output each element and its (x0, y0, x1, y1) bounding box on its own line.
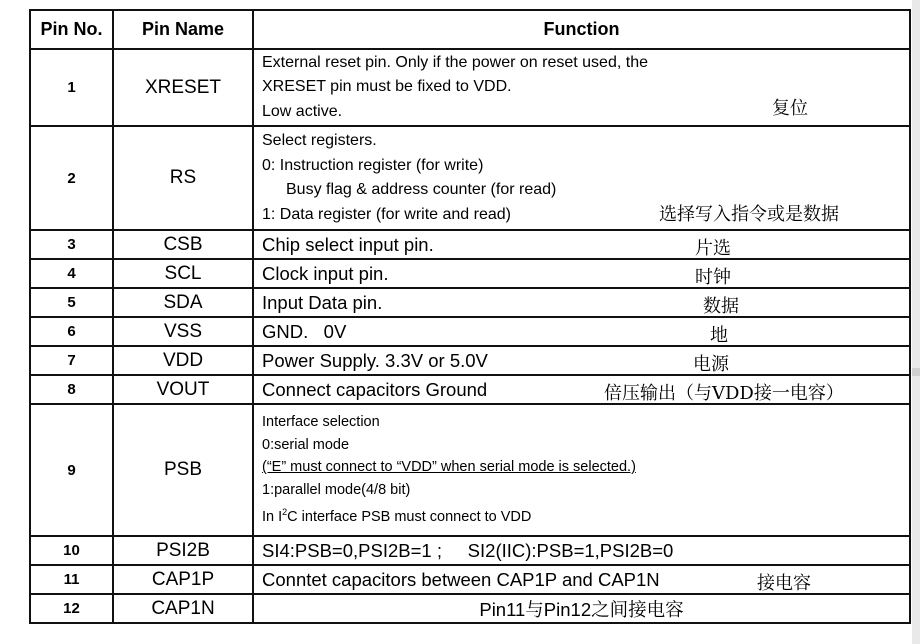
pin-name: PSI2B (113, 536, 253, 565)
pin-function (253, 536, 910, 565)
function-line-i2c (262, 501, 909, 528)
pin-function (253, 288, 910, 317)
function-text: Clock input pin. (262, 262, 389, 284)
pin-number: 1 (30, 49, 113, 126)
function-line: Busy flag & address counter (for read) (286, 181, 557, 198)
chinese-note: 复位 (772, 98, 808, 119)
function-text: Connect capacitors Ground (262, 378, 488, 400)
function-line: (“E” must connect to “VDD” when serial mode is selected.) (262, 459, 636, 476)
i2c-text-pre: In I (262, 509, 283, 526)
header-pin-name: Pin Name (113, 10, 253, 49)
pin-number: 4 (30, 259, 113, 288)
chinese-note: 片选 (695, 238, 731, 259)
pin-number: 2 (30, 126, 113, 230)
table-row (30, 404, 910, 536)
function-line: Interface selection (262, 414, 380, 431)
pin-name: SCL (113, 259, 253, 288)
table-header-row (30, 10, 910, 49)
table-row (30, 288, 910, 317)
chinese-note: 地 (710, 325, 728, 346)
function-text: Input Data pin. (262, 291, 383, 313)
pin-function (253, 259, 910, 288)
pin-number: 8 (30, 375, 113, 404)
function-text: Chip select input pin. (262, 233, 434, 255)
table-row (30, 565, 910, 594)
pin-name: VOUT (113, 375, 253, 404)
pin-name: VDD (113, 346, 253, 375)
pin-name: RS (113, 126, 253, 230)
pin-name: VSS (113, 317, 253, 346)
header-function: Function (253, 10, 910, 49)
table-row (30, 536, 910, 565)
pin-number: 12 (30, 594, 113, 623)
pin-name: PSB (113, 404, 253, 536)
pin-name: CSB (113, 230, 253, 259)
function-text: Conntet capacitors between CAP1P and CAP1N (262, 568, 660, 590)
i2c-text-post: C interface PSB must connect to VDD (287, 509, 532, 526)
chinese-note: 接电容 (757, 573, 811, 594)
chinese-note: 数据 (703, 296, 739, 317)
chinese-note: 时钟 (695, 267, 731, 288)
function-line: XRESET pin must be fixed to VDD. (262, 78, 512, 96)
i2c-superscript: 2 (282, 507, 288, 518)
pin-number: 9 (30, 404, 113, 536)
pin-number: 6 (30, 317, 113, 346)
pin-number: 5 (30, 288, 113, 317)
function-line: 1:parallel mode(4/8 bit) (262, 481, 411, 498)
table-row (30, 346, 910, 375)
chinese-note: 选择写入指令或是数据 (659, 204, 839, 225)
pin-number: 7 (30, 346, 113, 375)
function-line: 1: Data register (for write and read) (262, 205, 511, 223)
function-line: 0:serial mode (262, 436, 350, 453)
table-row (30, 317, 910, 346)
function-text: GND. 0V (262, 320, 347, 342)
function-text: Power Supply. 3.3V or 5.0V (262, 349, 488, 371)
pin-table (29, 9, 911, 624)
pin-name: CAP1P (113, 565, 253, 594)
pin-number: 10 (30, 536, 113, 565)
function-line: Select registers. (262, 132, 377, 149)
function-line: Low active. (262, 102, 343, 120)
chinese-note: 倍压输出（与VDD接一电容） (604, 383, 844, 404)
table-row (30, 594, 910, 623)
pin-function (253, 317, 910, 346)
pin-function (253, 565, 910, 594)
pin-name: SDA (113, 288, 253, 317)
pin-name: XRESET (113, 49, 253, 126)
header-pin-no: Pin No. (30, 10, 113, 49)
pin-function (253, 375, 910, 404)
pin-function (253, 230, 910, 259)
pin-number: 3 (30, 230, 113, 259)
pin-number: 11 (30, 565, 113, 594)
scrollbar-track[interactable] (912, 0, 920, 644)
pin-name: CAP1N (113, 594, 253, 623)
table-row (30, 375, 910, 404)
pin-function (253, 49, 910, 126)
table-row (30, 49, 910, 126)
pin-function (253, 346, 910, 375)
function-line: 0: Instruction register (for write) (262, 156, 484, 174)
pin-function (253, 404, 910, 536)
function-line: External reset pin. Only if the power on reset used, the (262, 53, 648, 71)
table-row (30, 259, 910, 288)
table-row (30, 230, 910, 259)
scrollbar-marker[interactable] (912, 368, 920, 376)
pin-function (253, 126, 910, 230)
pin-function: Pin11与Pin12之间接电容 (253, 594, 910, 623)
chinese-note: 电源 (693, 354, 729, 375)
table-row (30, 126, 910, 230)
function-text: SI4:PSB=0,PSI2B=1 ; SI2(IIC):PSB=1,PSI2B=0 (262, 539, 674, 561)
